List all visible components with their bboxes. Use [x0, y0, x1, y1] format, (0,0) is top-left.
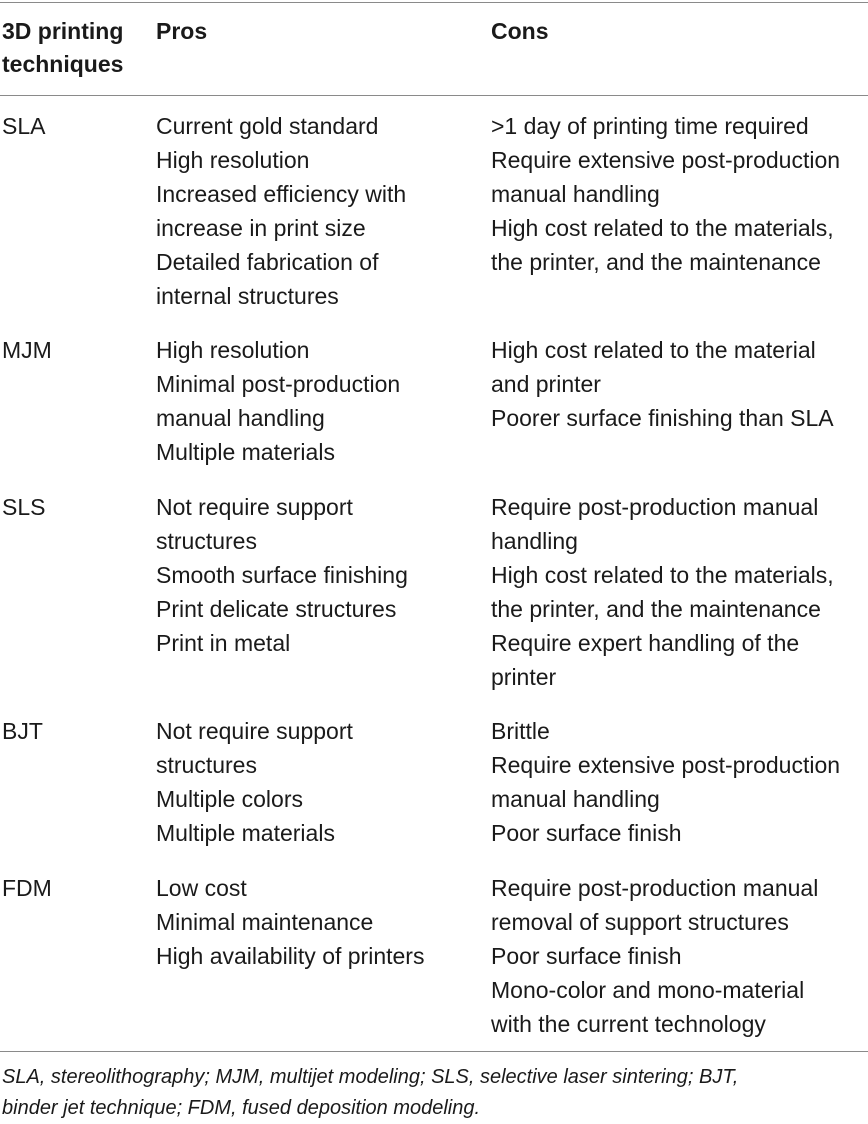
table-footnote: [2, 1062, 862, 1124]
cons-line: handling: [491, 528, 578, 554]
technique-label: SLA: [2, 113, 46, 139]
row-mjm-cons: [491, 333, 868, 435]
cons-line: removal of support structures: [491, 909, 789, 935]
cons-line: manual handling: [491, 181, 660, 207]
table-top-rule: [0, 2, 868, 3]
pros-line: structures: [156, 528, 257, 554]
pros-line: Minimal post-production: [156, 371, 401, 397]
cons-line: printer: [491, 664, 557, 690]
row-sls-technique: [2, 490, 147, 524]
cons-line: Poor surface finish: [491, 820, 682, 846]
pros-line: Smooth surface finishing: [156, 562, 408, 588]
row-fdm-cons: [491, 871, 868, 1041]
cons-line: with the current technology: [491, 1011, 766, 1037]
pros-line: High resolution: [156, 337, 310, 363]
row-sls-cons: [491, 490, 868, 694]
cons-line: Poor surface finish: [491, 943, 682, 969]
row-mjm-technique: [2, 333, 147, 367]
cons-line: >1 day of printing time required: [491, 113, 809, 139]
row-bjt-pros: [156, 714, 476, 850]
technique-label: SLS: [2, 494, 46, 520]
cons-line: Mono-color and mono-material: [491, 977, 805, 1003]
pros-line: manual handling: [156, 405, 325, 431]
cons-line: Require expert handling of the: [491, 630, 800, 656]
cons-line: High cost related to the material: [491, 337, 816, 363]
pros-line: increase in print size: [156, 215, 366, 241]
row-mjm-pros: [156, 333, 476, 469]
technique-label: BJT: [2, 718, 43, 744]
row-sla-cons: [491, 109, 868, 279]
pros-line: Not require support: [156, 718, 353, 744]
cons-line: High cost related to the materials,: [491, 215, 834, 241]
cons-line: Require post-production manual: [491, 494, 819, 520]
pros-line: Print in metal: [156, 630, 291, 656]
pros-line: Detailed fabrication of: [156, 249, 379, 275]
footnote-line: binder jet technique; FDM, fused deposition modeling.: [2, 1097, 481, 1119]
technique-label: MJM: [2, 337, 52, 363]
row-bjt-cons: [491, 714, 868, 850]
pros-line: High resolution: [156, 147, 310, 173]
table-bottom-rule: [0, 1051, 868, 1052]
cons-line: the printer, and the maintenance: [491, 249, 821, 275]
row-sla-pros: [156, 109, 476, 313]
pros-line: internal structures: [156, 283, 339, 309]
footnote-line: SLA, stereolithography; MJM, multijet modeling; SLS, selective laser sintering; BJT,: [2, 1066, 739, 1088]
header-pros: [156, 15, 476, 48]
row-fdm-pros: [156, 871, 476, 973]
cons-line: Brittle: [491, 718, 550, 744]
cons-line: the printer, and the maintenance: [491, 596, 821, 622]
pros-line: Multiple materials: [156, 439, 335, 465]
cons-line: Require post-production manual: [491, 875, 819, 901]
row-bjt-technique: [2, 714, 147, 748]
cons-line: Poorer surface finishing than SLA: [491, 405, 834, 431]
pros-line: Minimal maintenance: [156, 909, 374, 935]
pros-line: Low cost: [156, 875, 247, 901]
row-fdm-technique: [2, 871, 147, 905]
pros-line: Not require support: [156, 494, 353, 520]
pros-line: structures: [156, 752, 257, 778]
pros-line: Increased efficiency with: [156, 181, 407, 207]
cons-line: Require extensive post-production: [491, 752, 841, 778]
pros-line: Multiple materials: [156, 820, 335, 846]
header-cons: [491, 15, 868, 48]
header-techniques-line-1: 3D printing: [2, 18, 124, 44]
pros-line: Print delicate structures: [156, 596, 397, 622]
cons-line: manual handling: [491, 786, 660, 812]
pros-line: High availability of printers: [156, 943, 425, 969]
row-sla-technique: [2, 109, 147, 143]
cons-line: and printer: [491, 371, 601, 397]
technique-label: FDM: [2, 875, 52, 901]
header-techniques-line-2: techniques: [2, 51, 124, 77]
cons-line: Require extensive post-production: [491, 147, 841, 173]
header-techniques: [2, 15, 147, 81]
cons-line: High cost related to the materials,: [491, 562, 834, 588]
pros-line: Multiple colors: [156, 786, 303, 812]
header-pros-label: Pros: [156, 18, 208, 44]
pros-line: Current gold standard: [156, 113, 379, 139]
header-rule: [0, 95, 868, 96]
header-cons-label: Cons: [491, 18, 549, 44]
row-sls-pros: [156, 490, 476, 660]
